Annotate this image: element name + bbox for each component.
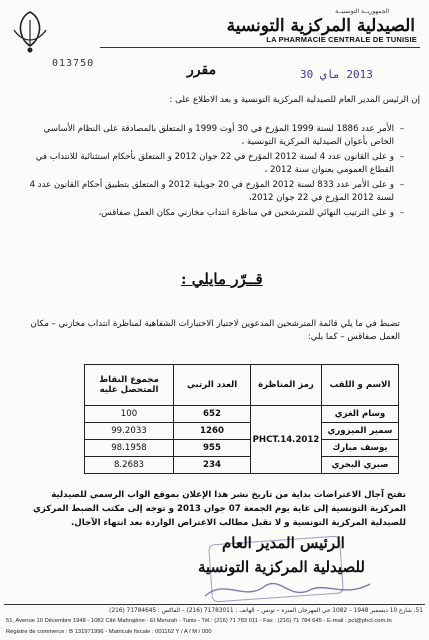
- candidate-points: 99.2033: [85, 423, 174, 440]
- header-divider: [100, 47, 420, 48]
- pharmacie-logo-icon: [6, 6, 54, 56]
- candidates-table: [84, 364, 399, 474]
- document-serial-number: 013750: [52, 58, 95, 69]
- candidate-name: وسام الغزي: [322, 406, 399, 423]
- candidate-name: صبري البحري: [322, 457, 399, 474]
- table-row: [85, 440, 399, 457]
- table-row: [85, 457, 399, 474]
- footer-registration: Registre de commerce : B 131971996 - Matricule fiscale : 001162 Y / A / M / 000: [6, 629, 212, 635]
- table-row: [85, 406, 399, 423]
- consideration-item: – الأمر عدد 1886 لسنة 1999 المؤرخ في 30 أوت 1999 و المتعلق بالمصادقة على النظام الأساسي الخاص بأعوان الصيدلية المركزية التونسية ،: [26, 123, 404, 148]
- intro-paragraph: إن الرئيس المدير العام للصيدلية المركزية التونسية و بعد الاطلاع على :: [169, 95, 420, 105]
- decision-paragraph: [28, 318, 400, 343]
- organization-name-french: LA PHARMACIE CENTRALE DE TUNISIE: [266, 35, 417, 44]
- footer-address-arabic: 51، شارع 10 ديسمبر 1948 – 1082 حي المهرجان المنزه – تونس – الهاتف : 71783011 (216) – الفاكس : 71784645 (216): [109, 608, 423, 614]
- header-points: مجموع النقاط المتحصل عليه: [85, 365, 174, 406]
- consideration-item: – و على الترتيب النهائي للمترشحين في مناظرة انتداب مخازني مكان العمل صفاقس،: [26, 207, 404, 220]
- decision-text: تضبط في ما يلي قائمة المترشحين المدعوين لاجتياز الاختبارات الشفاهية لمناظرة انتداب مخازني – مكان العمل صفاقس – كما يلي:: [30, 319, 400, 342]
- header-code: رمز المناظرة: [251, 365, 322, 406]
- organization-name-arabic: الصيدلية المركزية التونسية: [226, 16, 415, 36]
- footer-divider: [4, 604, 425, 605]
- document-title: مقرر: [187, 62, 217, 78]
- handwritten-signature: [195, 572, 395, 608]
- header-rank-number: العدد الرتبي: [174, 365, 251, 406]
- candidate-points: 98.1958: [85, 440, 174, 457]
- candidate-number: 1260: [174, 423, 251, 440]
- table-row: [85, 423, 399, 440]
- objections-paragraph: تفتح آجال الاعتراضات بداية من تاريخ نشر هذا الإعلان بموقع الواب الرسمي للصيدلية المركزية التونسية إلى غاية يوم الجمعة 07 جوان 2013 و توجه إلى مكتب الضبط المركزي للصيدلية المركزية التونسية و لا تقبل مطالب الاعتراض الواردة بعد انتهاء الآجال.: [33, 490, 406, 528]
- candidate-number: 234: [174, 457, 251, 474]
- candidate-number: 652: [174, 406, 251, 423]
- date-stamp: 2013 ماي 30: [300, 68, 373, 81]
- candidate-name: يوسف مبارك: [322, 440, 399, 457]
- table-header-row: [85, 365, 399, 406]
- signature-title-line2: للصيدلية المركزية التونسية: [198, 558, 365, 576]
- candidate-points: 100: [85, 406, 174, 423]
- candidate-points: 8.2683: [85, 457, 174, 474]
- candidate-number: 955: [174, 440, 251, 457]
- consideration-item: – و على الأمر عدد 833 لسنة 2012 المؤرخ في 20 جويلية 2012 و المتعلق بتطبيق أحكام القانون عدد 4 لسنة 2012 المؤرخ في 22 جوان 2012،: [26, 179, 404, 204]
- header-name: الاسم و اللقب: [322, 365, 399, 406]
- competition-code: PHCT.14.2012: [251, 406, 322, 474]
- footer-address-french: 51, Avenue 10 Décembre 1948 - 1082 Cité Mahrajène - El Menzah - Tunis - Tél.: (216) 71 783 011 - Fax : (216) 71 784 645 - E-mail : pct@phct.com.tn: [6, 618, 392, 624]
- signature-title-line1: الرئيس المدير العام: [222, 534, 345, 552]
- considerations-list: [26, 123, 404, 223]
- candidate-name: سمير الميزوري: [322, 423, 399, 440]
- consideration-item: – و على القانون عدد 4 لسنة 2012 المؤرخ في 22 جوان 2012 و المتعلق بأحكام استثنائية للانتداب في القطاع العمومي بعنوان سنة 2012 ،: [26, 151, 404, 176]
- decision-heading: قــرّر مايلي :: [181, 270, 263, 288]
- republic-arabic: الجمهوريــة التونسيــة: [335, 8, 389, 15]
